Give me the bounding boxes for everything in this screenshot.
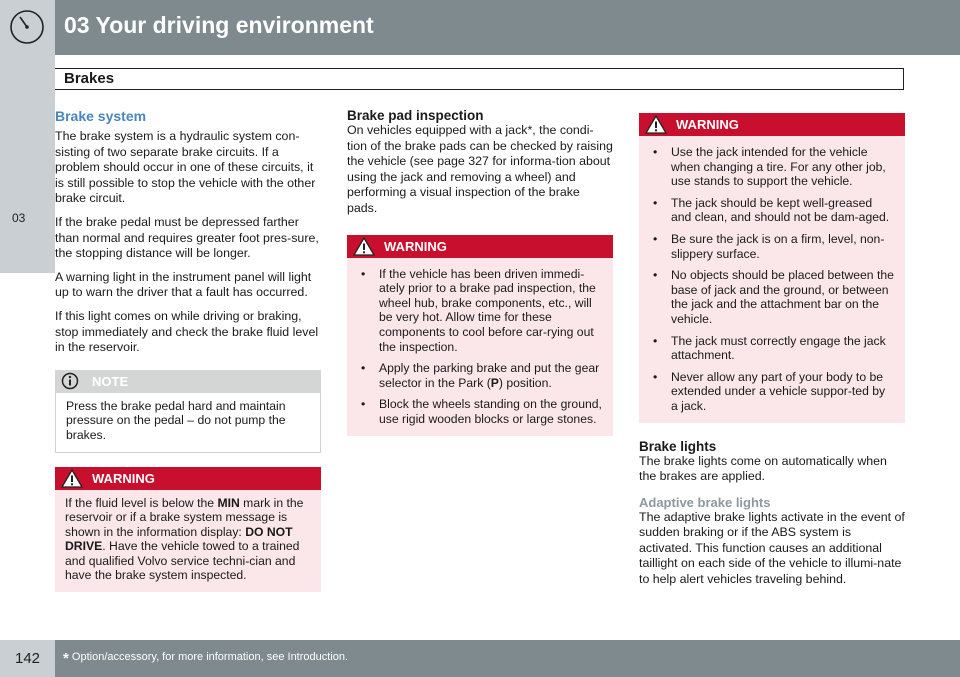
list-item: • The jack must correctly engage the jack attachment. bbox=[649, 334, 895, 363]
page-footer bbox=[0, 640, 960, 677]
note-label: NOTE bbox=[92, 373, 129, 389]
warning-box bbox=[347, 235, 613, 436]
footnote bbox=[63, 650, 348, 667]
heading-brake-pad-inspection: Brake pad inspection bbox=[347, 108, 484, 123]
info-icon bbox=[61, 372, 79, 390]
warning-triangle-icon bbox=[61, 469, 83, 488]
text: . Have the vehicle towed to a trained and qualified Volvo service techni-cian and have the brake system inspected. bbox=[65, 539, 300, 583]
text: If the fluid level is below the bbox=[65, 495, 218, 510]
gauge-icon bbox=[0, 0, 55, 55]
section-bar bbox=[55, 68, 904, 90]
column-1 bbox=[55, 108, 321, 606]
list-item: • If the vehicle has been driven immedi-ately prior to a brake pad inspection, the wheel hub, brake components, etc., will be very hot. Allow time for these components to cool before car-rying out the inspection. bbox=[357, 267, 603, 355]
warning-text bbox=[55, 490, 321, 593]
warning-label: WARNING bbox=[676, 117, 739, 132]
section-title: Brakes bbox=[64, 70, 115, 87]
warning-label: WARNING bbox=[92, 470, 155, 486]
warning-header bbox=[347, 235, 613, 258]
text-bold: MIN bbox=[217, 495, 240, 510]
warning-header bbox=[639, 113, 905, 136]
heading-brake-system: Brake system bbox=[55, 108, 147, 124]
list-item: • Block the wheels standing on the ground, use rigid wooden blocks or large stones. bbox=[357, 397, 603, 426]
list-item: • Use the jack intended for the vehicle when changing a tire. For any other job, use stands to support the vehicle. bbox=[649, 145, 895, 189]
text: ) position. bbox=[498, 375, 552, 390]
paragraph: The brake system is a hydraulic system con-sisting of two separate brake circuits. If a problem should occur in one of these circuits, it is still possible to stop the vehicle with the other brake circuit. bbox=[55, 129, 316, 206]
note-header bbox=[55, 370, 321, 393]
note-text: Press the brake pedal hard and maintain pressure on the pedal – do not pump the brakes. bbox=[55, 393, 321, 453]
paragraph: The adaptive brake lights activate in the event of sudden braking or if the ABS system is activated. This function causes an additional taillight on each side of the vehicle to illumi-nate to help alert vehicles traveling behind. bbox=[639, 509, 905, 587]
list-item: • The jack should be kept well-greased and clean, and should not be dam-aged. bbox=[649, 196, 895, 225]
paragraph: If the brake pedal must be depressed farther than normal and requires greater foot pres-sure, the stopping distance will be longer. bbox=[55, 214, 319, 261]
text-bold: DO NOT DRIVE bbox=[65, 524, 293, 554]
warning-header bbox=[55, 467, 321, 490]
warning-box bbox=[639, 113, 905, 423]
footnote-text: Option/accessory, for more information, see Introduction. bbox=[71, 651, 349, 663]
text-bold: P bbox=[490, 375, 499, 390]
heading-brake-lights: Brake lights bbox=[639, 438, 717, 454]
paragraph: If this light comes on while driving or braking, stop immediately and check the brake fluid level in the reservoir. bbox=[55, 308, 319, 355]
warning-triangle-icon bbox=[353, 237, 375, 256]
list-item: • No objects should be placed between the base of jack and the ground, or between the jack and the attachment bar on the vehicle. bbox=[649, 268, 895, 326]
paragraph: The brake lights come on automatically when the brakes are applied. bbox=[639, 453, 887, 484]
text: Apply the parking brake and put the gear selector in the Park ( bbox=[379, 361, 600, 390]
note-box bbox=[55, 370, 321, 453]
warning-list bbox=[639, 136, 905, 423]
footnote-star: * bbox=[63, 650, 69, 667]
heading-adaptive-brake-lights: Adaptive brake lights bbox=[639, 494, 771, 510]
chapter-header bbox=[0, 0, 960, 55]
page-number: 142 bbox=[0, 640, 55, 677]
warning-list bbox=[347, 258, 613, 436]
warning-triangle-icon bbox=[645, 115, 667, 134]
text: mark in the reservoir or if a brake system message is shown in the information display: bbox=[65, 495, 304, 539]
warning-box bbox=[55, 467, 321, 593]
warning-label: WARNING bbox=[384, 238, 447, 254]
paragraph: A warning light in the instrument panel will light up to warn the driver that a fault has occurred. bbox=[55, 269, 312, 300]
column-3 bbox=[639, 113, 905, 596]
side-tab-number: 03 bbox=[12, 211, 26, 225]
chapter-title: 03 Your driving environment bbox=[64, 12, 374, 38]
chapter-side-tab bbox=[0, 55, 55, 273]
column-2 bbox=[347, 108, 613, 450]
paragraph: On vehicles equipped with a jack*, the condi-tion of the brake pads can be checked by raising the vehicle (see page 327 for informa-tion about using the jack and removing a wheel) and performing a visual inspection of the brake pads. bbox=[347, 123, 613, 215]
list-item bbox=[357, 361, 603, 390]
list-item: • Never allow any part of your body to be extended under a vehicle suppor-ted by a jack. bbox=[649, 370, 895, 414]
list-item: • Be sure the jack is on a firm, level, non-slippery surface. bbox=[649, 232, 895, 261]
